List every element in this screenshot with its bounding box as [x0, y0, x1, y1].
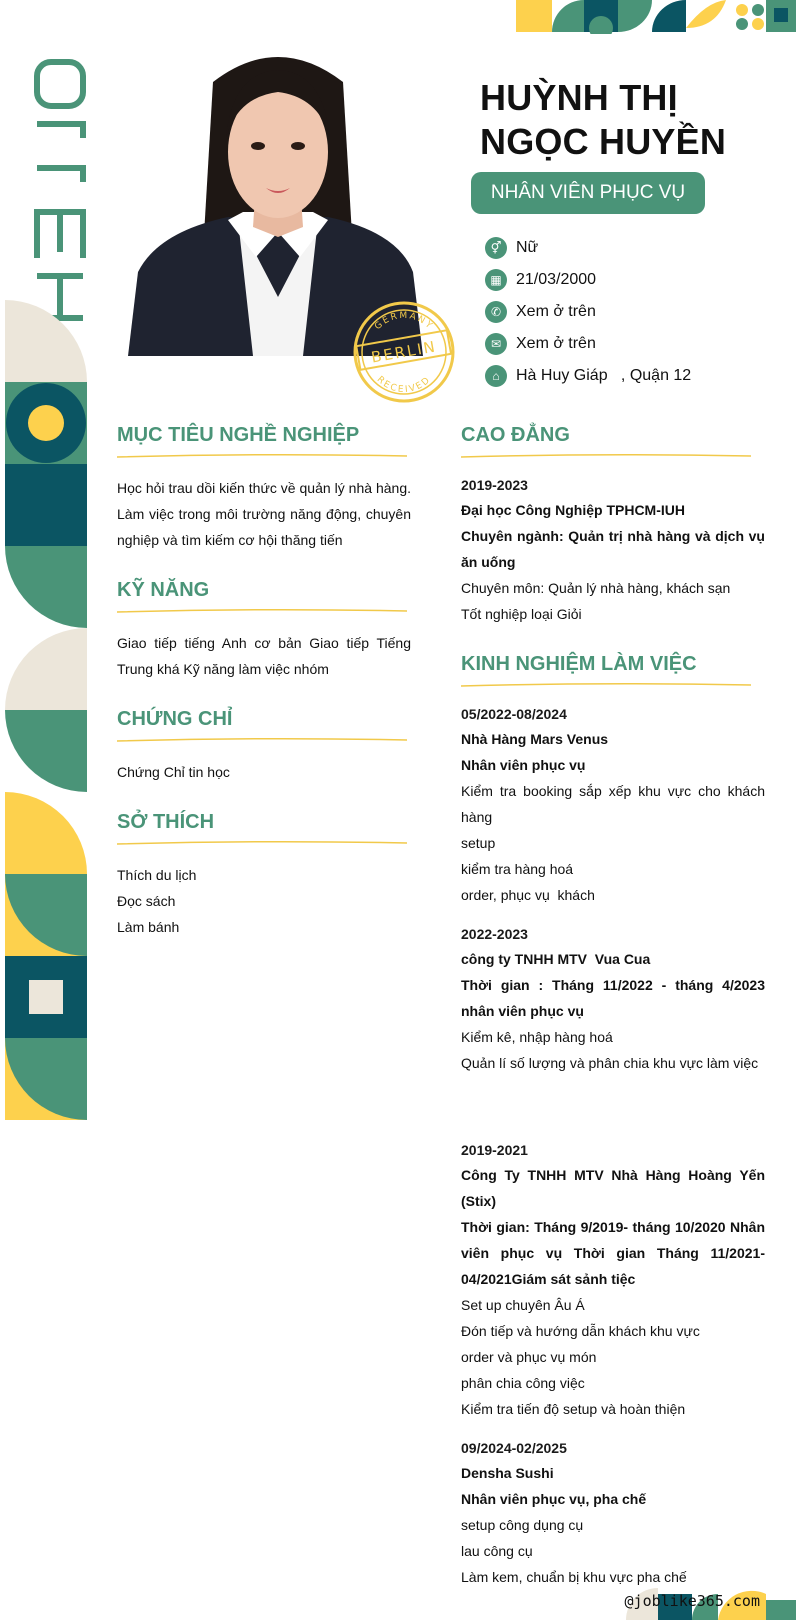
experience-company: công ty TNHH MTV Vua Cua — [461, 951, 651, 967]
heading-underline — [117, 452, 407, 460]
education-school: Đại học Công Nghiệp TPHCM-IUH — [461, 502, 685, 518]
experience-heading: KINH NGHIỆM LÀM VIỆC — [461, 653, 697, 675]
info-birthdate-text: 21/03/2000 — [516, 271, 597, 288]
experience-line: kiểm tra hàng hoá — [461, 861, 574, 877]
hobby-item: Đọc sách — [117, 893, 176, 909]
hobbies-heading: SỞ THÍCH — [117, 811, 215, 833]
info-gender-text: Nữ — [516, 239, 539, 256]
objective-heading: MỤC TIÊU NGHỀ NGHIỆP — [117, 424, 360, 446]
left-column — [117, 424, 411, 966]
hobby-item: Thích du lịch — [117, 867, 197, 883]
experience-date: 05/2022-08/2024 — [461, 706, 567, 722]
skills-text: Giao tiếp tiếng Anh cơ bản Giao tiếp Tiếng Trung khá Kỹ năng làm việc nhóm — [117, 635, 411, 677]
education-line: Chuyên môn: Quản lý nhà hàng, khách sạn — [461, 580, 731, 596]
heading-underline — [117, 839, 407, 847]
experience-role: Nhân viên phục vụ — [461, 757, 586, 773]
experience-company: Nhà Hàng Mars Venus — [461, 731, 609, 747]
experience-section — [461, 653, 765, 1590]
experience-line: Quản lí số lượng và phân chia khu vực làm việc — [461, 1055, 759, 1071]
objective-text: Học hỏi trau dồi kiến thức về quản lý nhà hàng. Làm việc trong môi trường năng động, chuyên nghiệp và tìm kiếm cơ hội thăng tiến — [117, 480, 411, 548]
info-email — [485, 328, 785, 360]
experience-company: Công Ty TNHH MTV Nhà Hàng Hoàng Yến (Stix) — [461, 1167, 765, 1209]
hobbies-section — [117, 811, 411, 940]
job-title-badge: NHÂN VIÊN PHỤC VỤ — [471, 172, 705, 214]
info-email-text: Xem ở trên — [516, 335, 596, 352]
gender-icon: ⚥ — [485, 237, 507, 259]
heading-underline — [461, 681, 751, 689]
top-decoration — [516, 0, 796, 34]
experience-role: Thời gian : Tháng 11/2022 - tháng 4/2023 nhân viên phục vụ — [461, 977, 765, 1019]
stamp-middle-text: BERLIN — [369, 337, 439, 367]
heading-underline — [461, 452, 751, 460]
experience-line: Kiểm kê, nhập hàng hoá — [461, 1029, 613, 1045]
experience-line: phân chia công việc — [461, 1375, 585, 1391]
experience-entry — [461, 1138, 765, 1422]
skills-section — [117, 579, 411, 682]
experience-date: 09/2024-02/2025 — [461, 1440, 567, 1456]
experience-line: Kiểm tra booking sắp xếp khu vực cho khách hàng — [461, 783, 765, 825]
stamp-top-text: GERMANY — [373, 310, 435, 333]
skills-heading: KỸ NĂNG — [117, 579, 210, 601]
stamp-bottom-text: RECEIVED — [374, 374, 434, 396]
experience-date: 2019-2021 — [461, 1142, 528, 1158]
candidate-name — [480, 76, 780, 164]
education-heading: CAO ĐẲNG — [461, 424, 570, 446]
info-address-text: Hà Huy Giáp , Quận 12 — [516, 367, 692, 384]
objective-section — [117, 424, 411, 553]
experience-date: 2022-2023 — [461, 926, 528, 942]
experience-entry — [461, 922, 765, 1076]
heading-underline — [117, 736, 407, 744]
experience-line: lau công cụ — [461, 1543, 533, 1559]
svg-text:GERMANY — [373, 311, 435, 332]
education-line: Tốt nghiệp loại Giỏi — [461, 606, 582, 622]
experience-role: Thời gian: Tháng 9/2019- tháng 10/2020 Nhân viên phục vụ Thời gian Tháng 11/2021-04/2021Giám sát sảnh tiệc — [461, 1219, 765, 1287]
certificates-heading: CHỨNG CHỈ — [117, 708, 233, 730]
experience-line: Làm kem, chuẩn bị khu vực pha chế — [461, 1569, 687, 1585]
right-column — [461, 424, 765, 1604]
experience-entry — [461, 1436, 765, 1590]
education-major: Chuyên ngành: Quản trị nhà hàng và dịch vụ ăn uống — [461, 528, 765, 570]
info-gender — [485, 232, 785, 264]
left-decoration — [0, 0, 90, 1120]
education-section — [461, 424, 765, 627]
home-icon: ⌂ — [485, 365, 507, 387]
experience-line: Đón tiếp và hướng dẫn khách khu vực — [461, 1323, 700, 1339]
certificate-item: Chứng Chỉ tin học — [117, 764, 230, 780]
info-address — [485, 360, 785, 392]
email-icon: ✉ — [485, 333, 507, 355]
name-line-1: HUỲNH THỊ — [480, 77, 678, 118]
certificates-section — [117, 708, 411, 785]
experience-line: Set up chuyên Âu Á — [461, 1297, 585, 1313]
experience-entry — [461, 702, 765, 908]
personal-info — [485, 232, 785, 392]
info-phone — [485, 296, 785, 328]
berlin-stamp — [352, 300, 456, 404]
info-birthdate — [485, 264, 785, 296]
experience-company: Densha Sushi — [461, 1465, 554, 1481]
calendar-icon: ▦ — [485, 269, 507, 291]
name-line-2: NGỌC HUYỀN — [480, 121, 727, 162]
experience-role: Nhân viên phục vụ, pha chế — [461, 1491, 647, 1507]
watermark: @joblike365.com — [624, 1592, 760, 1610]
education-date: 2019-2023 — [461, 477, 528, 493]
info-phone-text: Xem ở trên — [516, 303, 596, 320]
experience-line: order, phục vụ khách — [461, 887, 595, 903]
experience-line: setup — [461, 835, 496, 851]
phone-icon: ✆ — [485, 301, 507, 323]
heading-underline — [117, 607, 407, 615]
svg-text:RECEIVED — [375, 375, 434, 396]
experience-line: Kiểm tra tiến độ setup và hoàn thiện — [461, 1401, 686, 1417]
experience-line: setup công dụng cụ — [461, 1517, 584, 1533]
hobby-item: Làm bánh — [117, 919, 180, 935]
experience-line: order và phục vụ món — [461, 1349, 597, 1365]
